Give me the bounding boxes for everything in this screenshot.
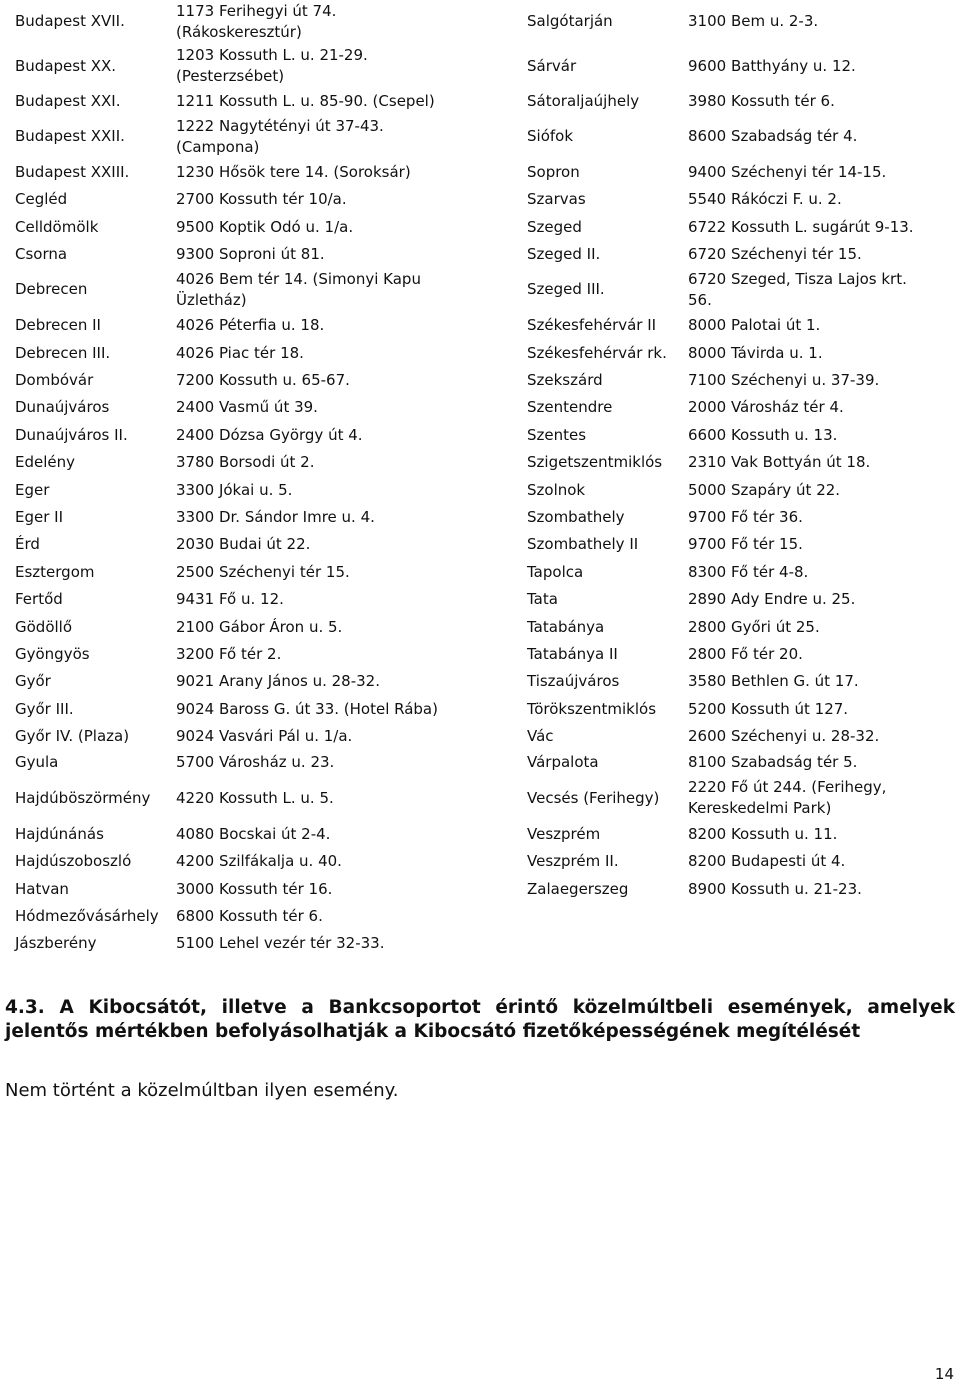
- branch-city: Szeged II.: [527, 245, 601, 263]
- branch-city: Debrecen II: [15, 316, 101, 334]
- branch-city: Szeged: [527, 218, 582, 236]
- table-row: [0, 641, 960, 668]
- branch-city: Budapest XVII.: [15, 12, 125, 30]
- section-body: Nem történt a közelmúltban ilyen esemény.: [5, 1080, 399, 1101]
- branch-address: 4200 Szilfákalja u. 40.: [176, 852, 342, 870]
- table-row: [0, 476, 960, 504]
- branch-address: 5100 Lehel vezér tér 32-33.: [176, 934, 385, 952]
- branch-address: 5000 Szapáry út 22.: [688, 481, 841, 499]
- table-row: [0, 0, 960, 43]
- branch-address: 8300 Fő tér 4-8.: [688, 563, 809, 581]
- table-row: [0, 613, 960, 641]
- branch-address: 2600 Széchenyi u. 28-32.: [688, 727, 880, 745]
- table-row: [0, 421, 960, 449]
- branch-address: 6600 Kossuth u. 13.: [688, 426, 838, 444]
- branch-city: Budapest XXIII.: [15, 163, 130, 181]
- branch-address: 8000 Palotai út 1.: [688, 316, 821, 334]
- branch-address: 9400 Széchenyi tér 14-15.: [688, 163, 887, 181]
- branch-address: 2220 Fő út 244. (Ferihegy, Kereskedelmi Park): [688, 778, 887, 817]
- branch-address: 4220 Kossuth L. u. 5.: [176, 789, 334, 807]
- table-row: [0, 267, 960, 312]
- branch-address: 7200 Kossuth u. 65-67.: [176, 371, 350, 389]
- branch-address: 6720 Széchenyi tér 15.: [688, 245, 862, 263]
- branch-city: Salgótarján: [527, 12, 613, 30]
- branch-city: Fertőd: [15, 590, 63, 608]
- branch-address: 3000 Kossuth tér 16.: [176, 880, 333, 898]
- branch-city: Hódmezővásárhely: [15, 907, 159, 925]
- branch-address: 8900 Kossuth u. 21-23.: [688, 880, 862, 898]
- branch-city: Dombóvár: [15, 371, 94, 389]
- table-row: [0, 43, 960, 89]
- branch-address: 7100 Széchenyi u. 37-39.: [688, 371, 880, 389]
- table-row: [0, 750, 960, 775]
- branch-city: Jászberény: [15, 934, 97, 952]
- branch-address: 3580 Bethlen G. út 17.: [688, 672, 859, 690]
- branch-address: 9024 Baross G. út 33. (Hotel Rába): [176, 700, 438, 718]
- table-row: [0, 586, 960, 613]
- branch-address: 5700 Városház u. 23.: [176, 753, 335, 771]
- branch-city: Vác: [527, 727, 554, 745]
- table-row: [0, 695, 960, 723]
- table-row: [0, 186, 960, 213]
- branch-address: 2000 Városház tér 4.: [688, 398, 844, 416]
- branch-address: 2400 Vasmű út 39.: [176, 398, 318, 416]
- branch-address: 3300 Jókai u. 5.: [176, 481, 293, 499]
- branch-city: Székesfehérvár II: [527, 316, 657, 334]
- branch-address: 6720 Szeged, Tisza Lajos krt. 56.: [688, 270, 907, 309]
- table-row: [0, 531, 960, 558]
- branch-city: Budapest XXI.: [15, 92, 121, 110]
- table-row: [0, 159, 960, 186]
- branch-address: 1222 Nagytétényi út 37-43. (Campona): [176, 117, 384, 156]
- branch-city: Veszprém II.: [527, 852, 619, 870]
- branch-city: Debrecen: [15, 280, 88, 298]
- branch-address: 2500 Széchenyi tér 15.: [176, 563, 350, 581]
- branch-city: Várpalota: [527, 753, 599, 771]
- branch-city: Tapolca: [527, 563, 584, 581]
- branch-address: 8600 Szabadság tér 4.: [688, 127, 858, 145]
- table-row: [0, 504, 960, 531]
- branch-city: Debrecen III.: [15, 344, 111, 362]
- branch-address: 8200 Kossuth u. 11.: [688, 825, 838, 843]
- branch-address: 9021 Arany János u. 28-32.: [176, 672, 380, 690]
- branch-address: 9500 Koptik Odó u. 1/a.: [176, 218, 354, 236]
- branch-address: 2800 Győri út 25.: [688, 618, 820, 636]
- branch-address: 4026 Péterfia u. 18.: [176, 316, 325, 334]
- branch-address: 9024 Vasvári Pál u. 1/a.: [176, 727, 353, 745]
- branch-city: Szigetszentmiklós: [527, 453, 663, 471]
- branch-city: Tatabánya: [527, 618, 605, 636]
- branch-city: Budapest XX.: [15, 57, 117, 75]
- branch-city: Tiszaújváros: [527, 672, 620, 690]
- table-row: [0, 241, 960, 267]
- branch-city: Székesfehérvár rk.: [527, 344, 667, 362]
- branch-city: Vecsés (Ferihegy): [527, 789, 660, 807]
- branch-address: 9700 Fő tér 15.: [688, 535, 803, 553]
- table-row: [0, 394, 960, 421]
- branch-address: 1230 Hősök tere 14. (Soroksár): [176, 163, 411, 181]
- branch-address: 3780 Borsodi út 2.: [176, 453, 315, 471]
- branch-address: 9300 Soproni út 81.: [176, 245, 325, 263]
- branch-address: 4080 Bocskai út 2-4.: [176, 825, 331, 843]
- branch-city: Sátoraljaújhely: [527, 92, 640, 110]
- branch-city: Győr IV. (Plaza): [15, 727, 130, 745]
- branch-city: Sárvár: [527, 57, 577, 75]
- table-row: [0, 875, 960, 903]
- branch-city: Győr III.: [15, 700, 74, 718]
- table-row: [0, 668, 960, 695]
- table-row: [0, 213, 960, 241]
- branch-address: 3980 Kossuth tér 6.: [688, 92, 835, 110]
- branch-city: Győr: [15, 672, 51, 690]
- branch-city: Szombathely: [527, 508, 625, 526]
- branch-address: 1211 Kossuth L. u. 85-90. (Csepel): [176, 92, 435, 110]
- branch-address: 1203 Kossuth L. u. 21-29. (Pesterzsébet): [176, 46, 368, 85]
- branch-address: 8100 Szabadság tér 5.: [688, 753, 858, 771]
- branch-address: 2100 Gábor Áron u. 5.: [176, 618, 343, 636]
- branch-city: Szentes: [527, 426, 587, 444]
- branch-city: Dunaújváros II.: [15, 426, 128, 444]
- branch-city: Szarvas: [527, 190, 586, 208]
- branch-city: Dunaújváros: [15, 398, 110, 416]
- branch-city: Eger: [15, 481, 50, 499]
- branch-address: 3300 Dr. Sándor Imre u. 4.: [176, 508, 375, 526]
- branch-address: 2400 Dózsa György út 4.: [176, 426, 363, 444]
- branch-address: 8200 Budapesti út 4.: [688, 852, 846, 870]
- table-row: [0, 930, 960, 957]
- branch-address: 9431 Fő u. 12.: [176, 590, 284, 608]
- section-heading: 4.3. A Kibocsátót, illetve a Bankcsoportot érintő közelmúltbeli események, amelyek jelentős mértékben befolyásolhatják a Kibocsátó fizetőképességének megítélését: [5, 997, 955, 1042]
- branch-city: Gyöngyös: [15, 645, 90, 663]
- branch-address: 3200 Fő tér 2.: [176, 645, 282, 663]
- branch-address: 5200 Kossuth út 127.: [688, 700, 849, 718]
- branch-city: Siófok: [527, 127, 574, 145]
- branch-address: 4026 Piac tér 18.: [176, 344, 304, 362]
- page-number: 14: [934, 1365, 954, 1383]
- branch-address: 4026 Bem tér 14. (Simonyi Kapu Üzletház): [176, 270, 421, 309]
- branch-city: Szombathely II: [527, 535, 639, 553]
- table-row: [0, 339, 960, 367]
- table-row: [0, 367, 960, 394]
- branch-city: Szolnok: [527, 481, 586, 499]
- branch-address: 2700 Kossuth tér 10/a.: [176, 190, 347, 208]
- branch-address: 8000 Távirda u. 1.: [688, 344, 823, 362]
- branch-city: Érd: [15, 535, 40, 553]
- branch-address: 6722 Kossuth L. sugárút 9-13.: [688, 218, 914, 236]
- branch-address: 2030 Budai út 22.: [176, 535, 311, 553]
- branch-address: 9600 Batthyány u. 12.: [688, 57, 856, 75]
- branch-city: Csorna: [15, 245, 68, 263]
- table-row: [0, 312, 960, 339]
- branch-city: Tatabánya II: [527, 645, 618, 663]
- branch-city: Gyula: [15, 753, 59, 771]
- branch-address: 1173 Ferihegyi út 74. (Rákoskeresztúr): [176, 2, 337, 41]
- table-row: [0, 723, 960, 750]
- branch-city: Szentendre: [527, 398, 613, 416]
- branch-city: Veszprém: [527, 825, 601, 843]
- branch-city: Zalaegerszeg: [527, 880, 629, 898]
- table-row: [0, 821, 960, 848]
- branch-city: Tata: [527, 590, 558, 608]
- branch-address: 3100 Bem u. 2-3.: [688, 12, 819, 30]
- branch-city: Hajdúböszörmény: [15, 789, 151, 807]
- branch-city: Szeged III.: [527, 280, 605, 298]
- branch-city: Gödöllő: [15, 618, 73, 636]
- table-row: [0, 558, 960, 586]
- branch-address: 9700 Fő tér 36.: [688, 508, 803, 526]
- branch-city: Edelény: [15, 453, 76, 471]
- branch-city: Sopron: [527, 163, 580, 181]
- table-row: [0, 903, 960, 930]
- branch-address: 2890 Ady Endre u. 25.: [688, 590, 856, 608]
- branch-address: 2310 Vak Bottyán út 18.: [688, 453, 871, 471]
- branch-city: Hajdúszoboszló: [15, 852, 132, 870]
- table-row: [0, 775, 960, 821]
- table-row: [0, 114, 960, 159]
- branch-city: Esztergom: [15, 563, 95, 581]
- table-row: [0, 89, 960, 114]
- branch-address: 5540 Rákóczi F. u. 2.: [688, 190, 842, 208]
- branch-address: 6800 Kossuth tér 6.: [176, 907, 323, 925]
- branch-city: Hajdúnánás: [15, 825, 104, 843]
- branch-city: Cegléd: [15, 190, 68, 208]
- branch-city: Szekszárd: [527, 371, 603, 389]
- branch-city: Eger II: [15, 508, 64, 526]
- branch-city: Celldömölk: [15, 218, 99, 236]
- table-row: [0, 449, 960, 476]
- branch-city: Törökszentmiklós: [527, 700, 657, 718]
- table-row: [0, 848, 960, 875]
- branch-city: Hatvan: [15, 880, 69, 898]
- branch-city: Budapest XXII.: [15, 127, 125, 145]
- branch-address: 2800 Fő tér 20.: [688, 645, 803, 663]
